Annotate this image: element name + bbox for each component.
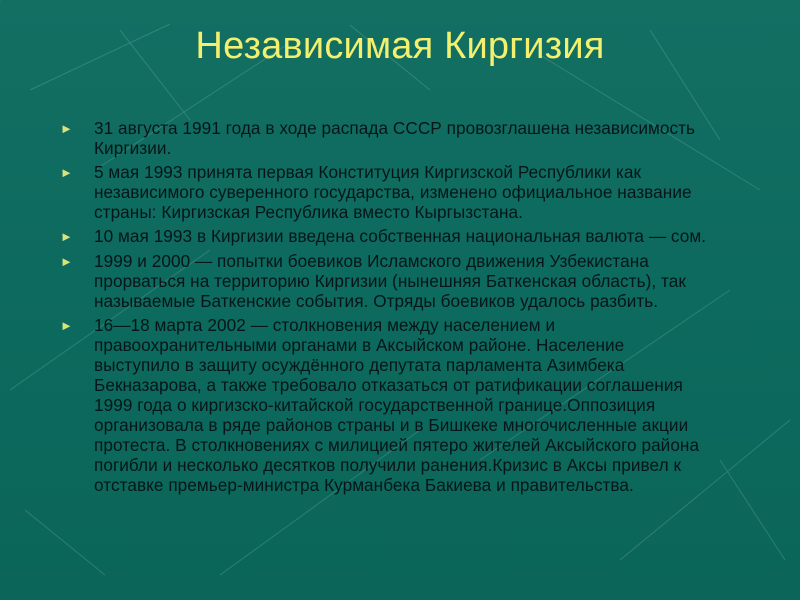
triangle-bullet-icon: ► (60, 318, 73, 333)
triangle-bullet-icon: ► (60, 254, 73, 269)
slide-title: Независимая Киргизия (195, 25, 605, 67)
bullet-item (60, 162, 710, 222)
triangle-bullet-icon: ► (60, 165, 73, 180)
bullet-text: 16—18 марта 2002 — столкновения между населением и правоохранительными органами в Аксыйском районе. Население выступило в защиту осуждённого депутата парламента Азимбека Бекназарова, а также требовало отказаться от ратификации соглашения 1999 года о киргизско-китайской государственной границе.Оппозиция организовала в ряде районов страны и в Бишкеке многочисленные акции протеста. В столкновениях с милицией пятеро жителей Аксыйского района погибли и несколько десятков получили ранения.Кризис в Аксы привел к отставке премьер-министра Курманбека Бакиева и правительства. (94, 315, 700, 495)
bullet-text: 31 августа 1991 года в ходе распада СССР провозглашена независимость Киргизии. (94, 118, 696, 158)
bullet-item (60, 315, 710, 495)
triangle-bullet-icon: ► (60, 121, 73, 136)
bullet-item (60, 251, 710, 311)
bullet-list (60, 118, 710, 499)
bullet-text: 1999 и 2000 — попытки боевиков Исламского движения Узбекистана прорваться на территорию Киргизии (нынешняя Баткенская область), так называемые Баткенские события. Отряды боевиков удалось разбить. (94, 251, 686, 311)
bullet-text: 10 мая 1993 в Киргизии введена собственная национальная валюта — сом. (94, 226, 707, 246)
bullet-text: 5 мая 1993 принята первая Конституция Киргизской Республики как независимого суверенного государства, изменено официальное название страны: Киргизская Республика вместо Кыргызстана. (94, 162, 692, 222)
bullet-item (60, 226, 710, 247)
bullet-item (60, 118, 710, 158)
triangle-bullet-icon: ► (60, 229, 73, 244)
